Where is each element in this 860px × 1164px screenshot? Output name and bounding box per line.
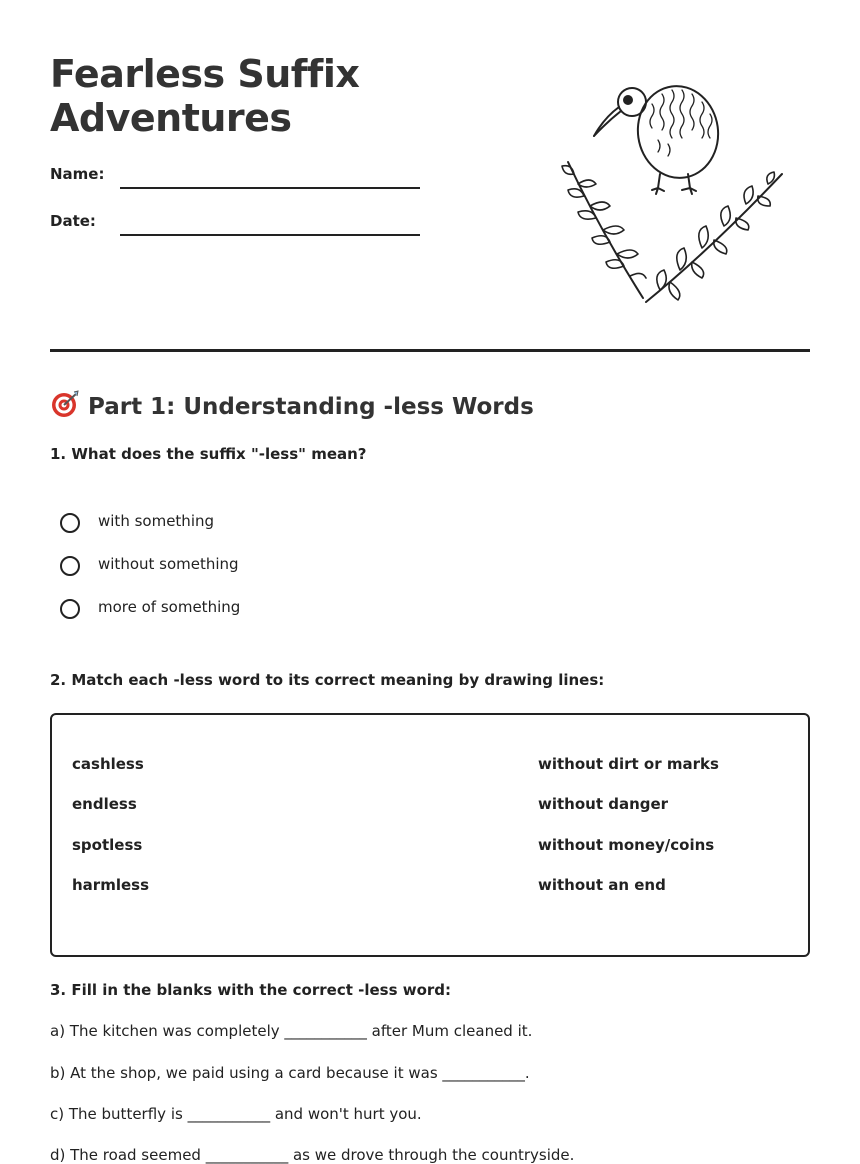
option-label: without something xyxy=(98,555,239,573)
title-line-2: Adventures xyxy=(50,96,292,140)
fill-blank-sentence-b: b) At the shop, we paid using a card because it was ___________. xyxy=(50,1064,530,1082)
radio-button[interactable] xyxy=(60,599,80,619)
match-word[interactable]: cashless xyxy=(72,755,144,773)
date-write-line[interactable] xyxy=(120,234,420,236)
match-meaning[interactable]: without money/coins xyxy=(538,836,715,854)
radio-button[interactable] xyxy=(60,556,80,576)
question-3-prompt: 3. Fill in the blanks with the correct -less word: xyxy=(50,981,452,999)
option-label: with something xyxy=(98,512,215,530)
title-line-1: Fearless Suffix xyxy=(50,52,360,96)
name-field xyxy=(50,165,420,195)
question-2-prompt: 2. Match each -less word to its correct meaning by drawing lines: xyxy=(50,671,605,689)
kiwi-bird-with-ferns-illustration xyxy=(560,80,790,310)
date-field xyxy=(50,212,420,242)
name-label: Name: xyxy=(50,165,105,183)
question-1-prompt: 1. What does the suffix "-less" mean? xyxy=(50,445,367,463)
match-word[interactable]: harmless xyxy=(72,876,149,894)
target-icon xyxy=(50,388,80,418)
radio-button[interactable] xyxy=(60,513,80,533)
fill-blank-sentence-d: d) The road seemed ___________ as we drove through the countryside. xyxy=(50,1146,575,1164)
part1-title xyxy=(50,388,534,422)
match-meaning[interactable]: without an end xyxy=(538,876,666,894)
worksheet-title xyxy=(50,52,359,140)
match-meaning[interactable]: without danger xyxy=(538,795,669,813)
fill-blank-sentence-c: c) The butterfly is ___________ and won't hurt you. xyxy=(50,1105,422,1123)
match-meaning[interactable]: without dirt or marks xyxy=(538,755,719,773)
matching-box xyxy=(50,713,810,957)
option-label: more of something xyxy=(98,598,241,616)
match-word[interactable]: spotless xyxy=(72,836,143,854)
date-label: Date: xyxy=(50,212,96,230)
part1-title-text: Part 1: Understanding -less Words xyxy=(88,394,534,420)
header-divider xyxy=(50,349,810,352)
name-write-line[interactable] xyxy=(120,187,420,189)
match-word[interactable]: endless xyxy=(72,795,137,813)
fill-blank-sentence-a: a) The kitchen was completely ___________ after Mum cleaned it. xyxy=(50,1022,533,1040)
